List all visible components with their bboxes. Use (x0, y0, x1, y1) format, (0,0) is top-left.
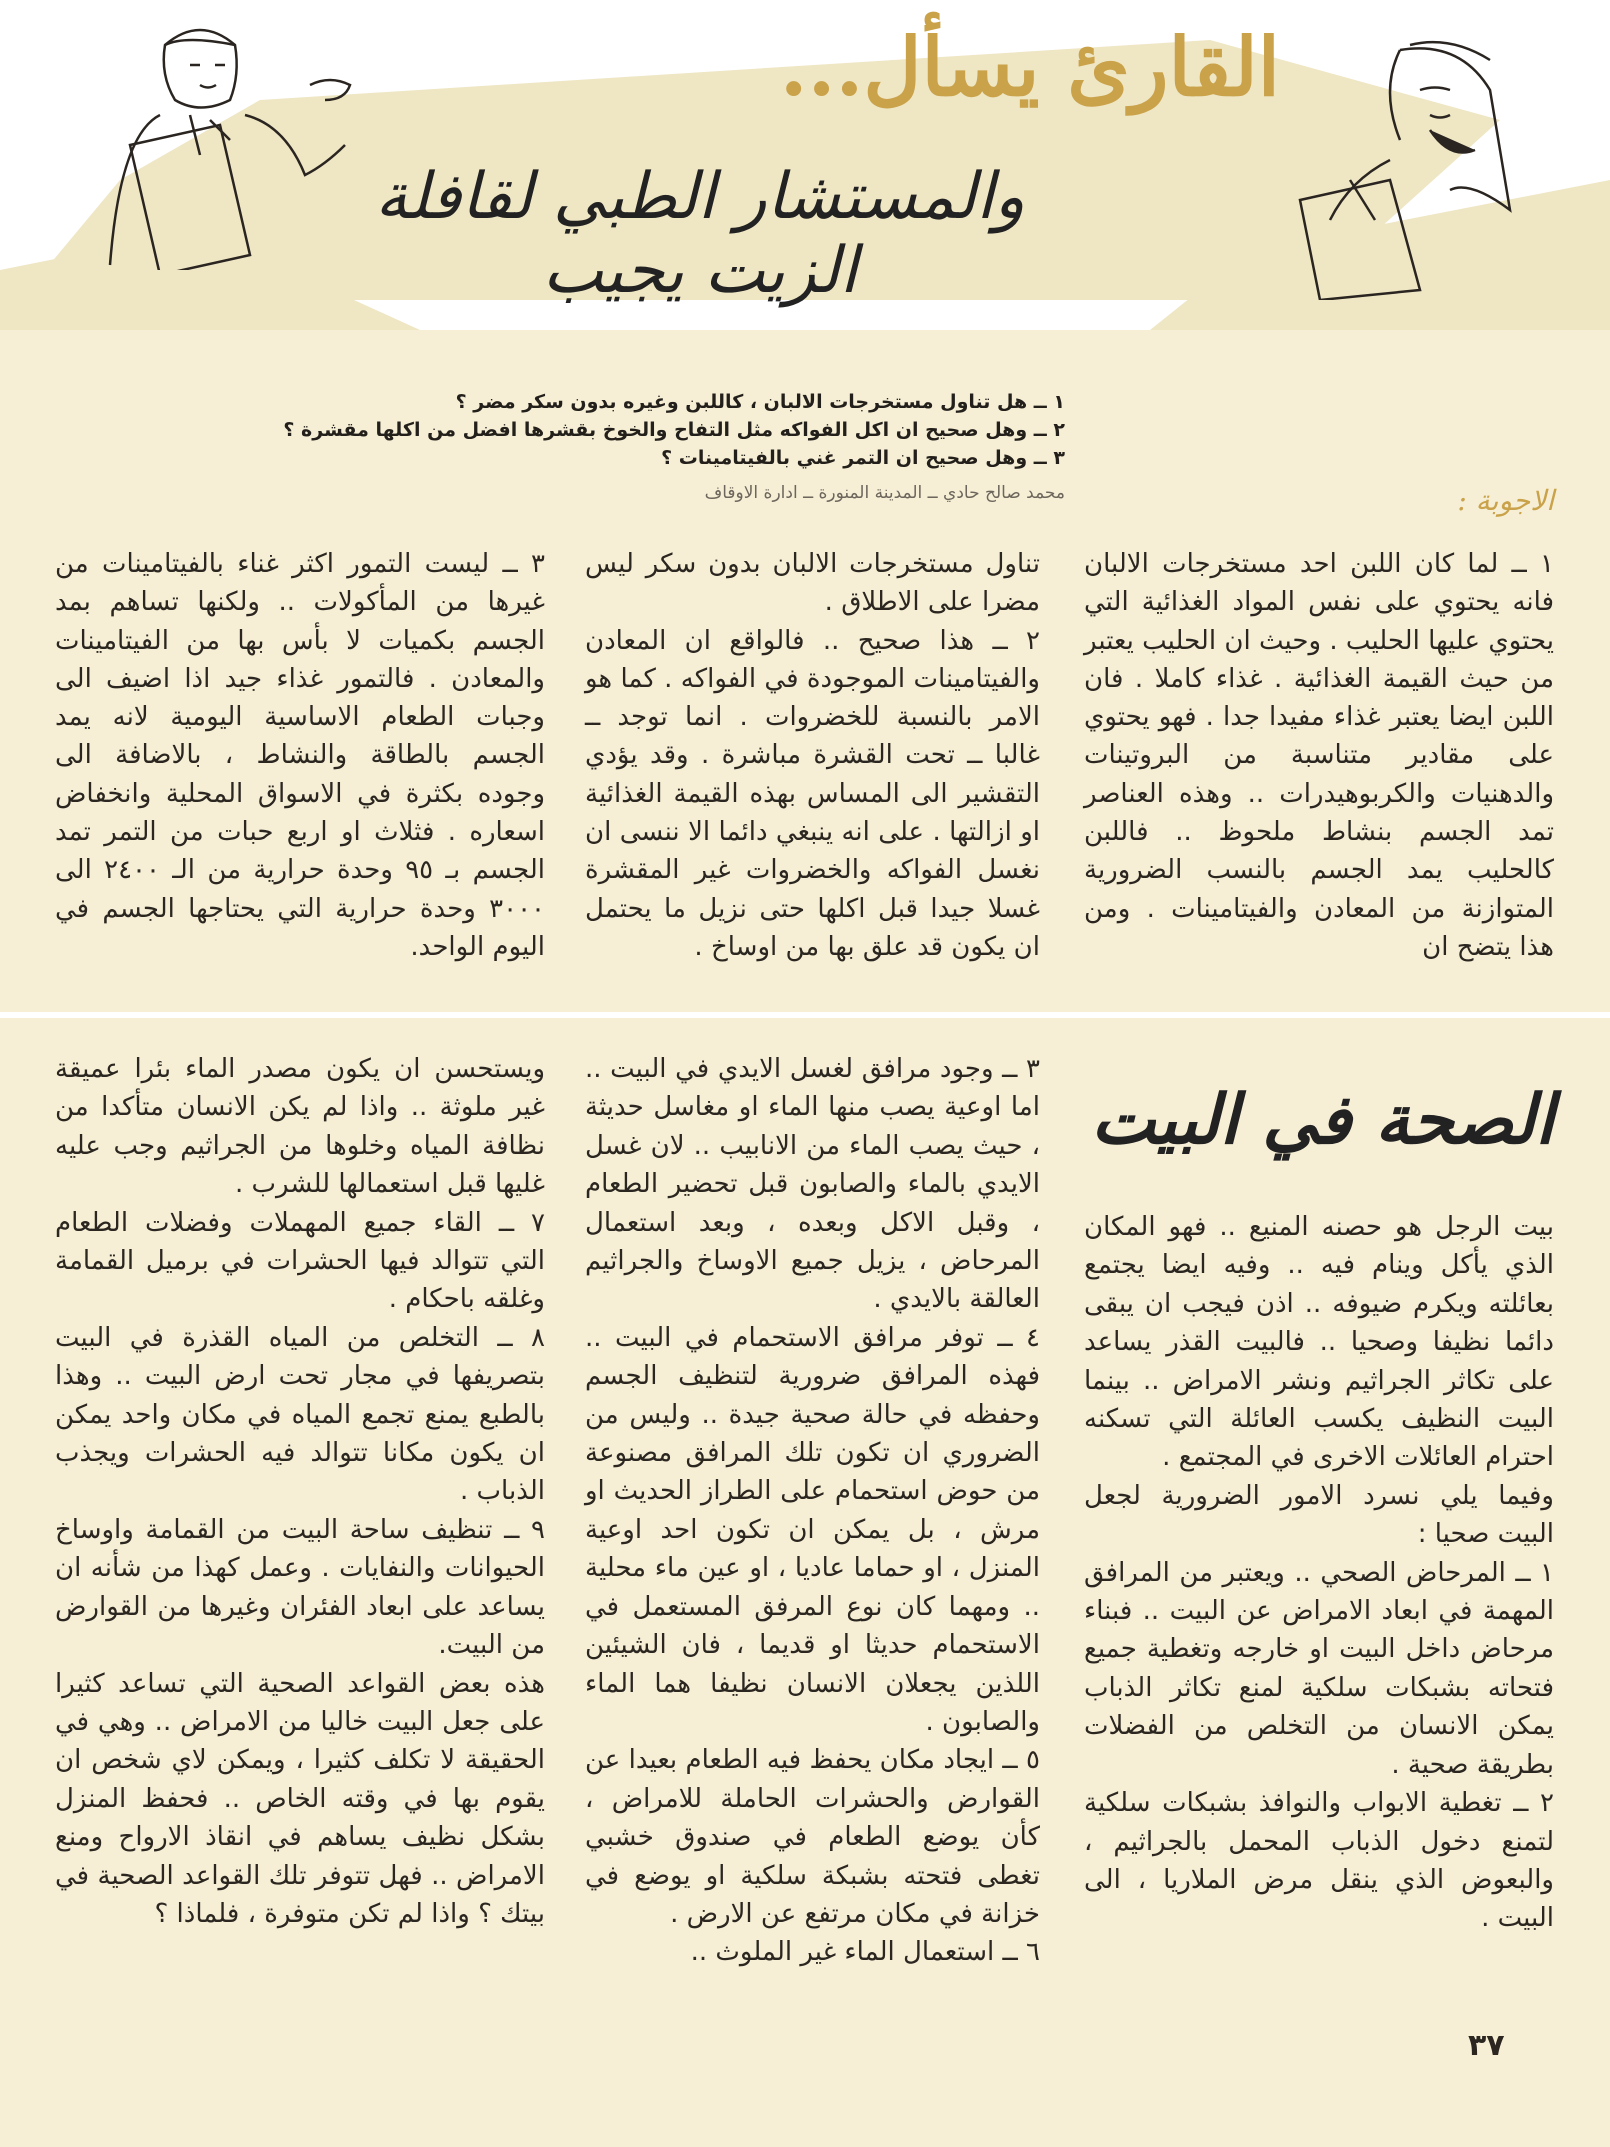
page-subtitle: والمستشار الطبي لقافلة الزيت يجيب (375, 160, 1025, 308)
article-paragraph: ٤ ــ توفر مرافق الاستحمام في البيت .. فهذه المرافق ضرورية لتنظيف الجسم وحفظه في حالة صحية جيدة .. وليس من الضروري ان تكون تلك المرافق مصنوعة من حوض استحمام على الطراز الحديث او مرش ، بل يمكن ان تكون احد اوعية المنزل ، او حماما عاديا ، او عين ماء محلية .. ومهما كان نوع المرفق المستعمل في الاستحمام حديثا او قديما ، فان الشيئين اللذين يجعلان الانسان نظيفا هما الماء والصابون . (585, 1322, 1040, 1737)
man-in-ghutra-writing-icon (1280, 30, 1580, 300)
article-paragraph: ٥ ــ ايجاد مكان يحفظ فيه الطعام بعيدا عن القوارض والحشرات الحاملة للامراض ، كأن يوضع الطعام في صندوق خشبي تغطى فتحته بشبكة سلكية او يوضع في خزانة في مكان مرتفع عن الارض . (585, 1745, 1040, 1929)
answer-column-3 (55, 545, 545, 966)
health-column-3 (55, 1050, 545, 1933)
article-paragraph: ٩ ــ تنظيف ساحة البيت من القمامة واوساخ الحيوانات والنفايات . وعمل كهذا من شأنه ان يساعد على ابعاد الفئران وغيرها من القوارض من البيت. (55, 1514, 545, 1661)
article-paragraph: ويستحسن ان يكون مصدر الماء بئرا عميقة غير ملوثة .. واذا لم يكن الانسان متأكدا من نظافة المياه وخلوها من الجراثيم وجب عليه غليها قبل استعمالها للشرب . (55, 1054, 545, 1200)
header-banner (0, 0, 1610, 330)
answer-column-2 (585, 545, 1040, 966)
question-item: ٣ ــ وهل صحيح ان التمر غني بالفيتامينات ؟ (661, 447, 1065, 469)
question-item: ٢ ــ وهل صحيح ان اكل الفواكه مثل التفاح والخوخ بقشرها افضل من اكلها مقشرة ؟ (283, 419, 1065, 441)
asker-name: محمد صالح حادي ــ المدينة المنورة ــ ادارة الاوقاف (704, 483, 1065, 503)
article-paragraph: ٢ ــ تغطية الابواب والنوافذ بشبكات سلكية لتمنع دخول الذباب المحمل بالجراثيم ، والبعوض الذي ينقل مرض الملاريا ، الى البيت . (1084, 1788, 1554, 1934)
answer-paragraph: ١ ــ لما كان اللبن احد مستخرجات الالبان فانه يحتوي على نفس المواد الغذائية التي يحتوي عليها الحليب . وحيث ان الحليب يعتبر من حيث القيمة الغذائية . غذاء كاملا . فان اللبن ايضا يعتبر غذاء مفيدا جدا . فهو يحتوي على مقادير متناسبة من البروتينات والدهنيات والكربوهيدرات .. وهذه العناصر تمد الجسم بنشاط ملحوظ .. فاللبن كالحليب يمد الجسم بالنسب الضرورية المتوازنة من المعادن والفيتامينات . ومن هذا يتضح ان (1084, 549, 1554, 962)
health-column-1 (1084, 1208, 1554, 1938)
answers-heading: الاجوبة : (1457, 484, 1554, 517)
article-paragraph: ٦ ــ استعمال الماء غير الملوث .. (690, 1937, 1040, 1968)
article-paragraph: وفيما يلي نسرد الامور الضرورية لجعل البيت صحيا : (1084, 1480, 1554, 1550)
article-paragraph: ٧ ــ القاء جميع المهملات وفضلات الطعام التي تتوالد فيها الحشرات في برميل القمامة وغلقه باحكام . (55, 1207, 545, 1315)
article-paragraph: هذه بعض القواعد الصحية التي تساعد كثيرا على جعل البيت خاليا من الامراض .. وهي في الحقيقة لا تكلف كثيرا ، ويمكن لاي شخص ان يقوم بها في وقته الخاص .. فحفظ المنزل بشكل نظيف يساهم في انقاذ الارواح ومنع الامراض .. فهل تتوفر تلك القواعد الصحية في بيتك ؟ واذا لم تكن متوفرة ، فلماذا ؟ (55, 1668, 545, 1929)
article-paragraph: بيت الرجل هو حصنه المنيع .. فهو المكان الذي يأكل وينام فيه .. وفيه ايضا يجتمع بعائلته ويكرم ضيوفه .. اذن فيجب ان يبقى دائما نظيفا وصحيا .. فالبيت القذر يساعد على تكاثر الجراثيم ونشر الامراض .. بينما البيت النظيف يكسب العائلة التي تسكنه احترام العائلات الاخرى في المجتمع . (1084, 1212, 1554, 1473)
article-paragraph: ٣ ــ وجود مرافق لغسل الايدي في البيت .. اما اوعية يصب منها الماء او مغاسل حديثة ، حيث يصب الماء من الانابيب .. لان غسل الايدي بالماء والصابون قبل تحضير الطعام ، وقبل الاكل وبعده ، وبعد استعمال المرحاض ، يزيل جميع الاوساخ والجراثيم العالقة بالايدي . (585, 1054, 1040, 1315)
section-title: الصحة في البيت (1091, 1080, 1554, 1160)
answer-paragraph: ٣ ــ ليست التمور اكثر غناء بالفيتامينات من غيرها من المأكولات .. ولكنها تساهم بمد الجسم بكميات لا بأس بها من الفيتامينات والمعادن . فالتمور غذاء جيد اذا اضيف الى وجبات الطعام الاساسية اليومية لانه يمد الجسم بالطاقة والنشاط ، بالاضافة الى وجوده بكثرة في الاسواق المحلية وانخفاض اسعاره . فثلاث او اربع حبات من التمر تمد الجسم بـ ٩٥ وحدة حرارية من الـ ٢٤٠٠ الى ٣٠٠٠ وحدة حرارية التي يحتاجها الجسم في اليوم الواحد. (55, 549, 545, 962)
answer-column-1 (1084, 545, 1554, 966)
health-column-2 (585, 1050, 1040, 1972)
section-divider (0, 1012, 1610, 1018)
answer-paragraph: ٢ ــ هذا صحيح .. فالواقع ان المعادن والفيتامينات الموجودة في الفواكه . كما هو الامر بالنسبة للخضروات . انما توجد ــ غالبا ــ تحت القشرة مباشرة . وقد يؤدي التقشير الى المساس بهذه القيمة الغذائية او ازالتها . على انه ينبغي دائما الا ننسى ان نغسل الفواكه والخضروات غير المقشرة غسلا جيدا قبل اكلها حتى نزيل ما يحتمل ان يكون قد علق بها من اوساخ . (585, 625, 1040, 962)
answer-paragraph: تناول مستخرجات الالبان بدون سكر ليس مضرا على الاطلاق . (585, 549, 1040, 618)
page-number: ٣٧ (1468, 2028, 1505, 2063)
questions-list (283, 388, 1065, 472)
page-title: القارئ يسأل... (779, 20, 1280, 114)
article-paragraph: ٨ ــ التخلص من المياه القذرة في البيت بتصريفها في مجار تحت ارض البيت .. وهذا بالطبع يمنع تجمع المياه في مكان واحد يمكن ان يكون مكانا تتوالد فيه الحشرات ويجذب الذباب . (55, 1322, 545, 1507)
article-paragraph: ١ ــ المرحاض الصحي .. ويعتبر من المرافق المهمة في ابعاد الامراض عن البيت .. فبناء مرحاض داخل البيت او خارجه وتغطية جميع فتحاته بشبكات سلكية لمنع تكاثر الذباب يمكن الانسان من التخلص من الفضلات بطريقة صحية . (1084, 1557, 1554, 1780)
question-item: ١ ــ هل تناول مستخرجات الالبان ، كاللبن وغيره بدون سكر مضر ؟ (455, 391, 1065, 413)
